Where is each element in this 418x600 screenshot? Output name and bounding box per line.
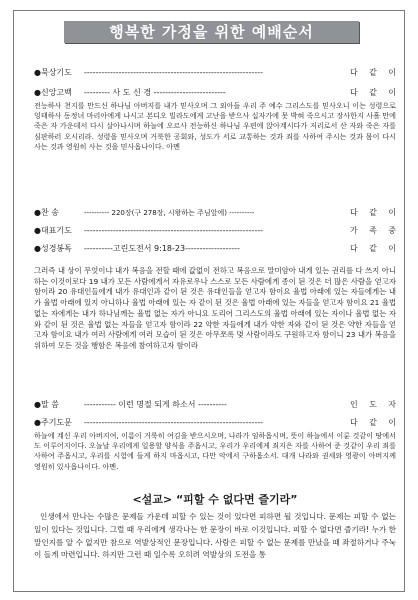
order-leader: -------------------------------------------------------------- [84,226,263,235]
participant-char: 자 [388,400,396,409]
order-label: ●신앙고백 [34,88,72,97]
participant-char: 같 [369,244,377,253]
participant-char: 같 [369,88,377,97]
bulletin-frame [13,10,405,592]
order-participant [350,225,396,237]
participant-char: 다 [350,418,358,427]
order-leader: --------- 사 도 신 경 ------------------------- [84,88,226,97]
participant-char: 이 [388,88,396,97]
order-participant [350,87,396,99]
order-leader: -------------------------------------------------------------- [84,418,263,427]
order-label: ●대표기도 [34,226,72,235]
creed-text: 전능하사 천지를 만드신 하나님 아버지를 내가 믿사오며 그 외아들 우리 주 예수 그리스도를 믿사오니 이는 성령으로 잉태하사 동정녀 마리아에게 나시고 본디오 빌라도에게 고난을 받으사 십자가에 못 박혀 죽으시고 장사한지 사흘 만에 죽은 자 가운데서 다시 살아나시며 하늘에 오르사 전능하신 하나님 우편에 앉아계시다가 저리로서 산 자와 죽은 자를 심판하러 오시리라. 성령을 믿사오며 거룩한 공회와, 성도가 서로 교통하는 것과 죄를 사하여 주시는 것과 몸이 다시 사는 것과 영원히 사는 것을 믿사옵나이다. 아멘 [34,101,396,151]
order-label: ●주기도문 [34,418,72,427]
order-participant [350,399,396,411]
participant-char: 다 [350,88,358,97]
participant-char: 도 [369,400,377,409]
order-participant [350,67,396,79]
sermon-title: <설교> “피할 수 없다면 즐기라” [132,493,298,506]
scripture-text: 그러즉 내 상이 무엇이냐 내가 복음을 전할 때에 값없이 전하고 복음으로 말미암아 내게 있는 권리를 다 쓰지 아니하는 이것이로다 19 내가 모든 사람에게서 자유로우나 스스로 모든 사람에게 종이 된 것은 더 많은 사람을 얻고자 함이라 20 유대인들에게 내가 유대인과 같이 된 것은 유대인들을 얻고자 함이요 율법 아래에 있는 자들에게는 내가 율법 아래에 있지 아니하나 율법 아래에 있는 자 같이 된 것은 율법 아래에 있는 자들을 얻고자 함이요 21 율법 없는 자에게는 내가 하나님께는 율법 없는 자가 아니요 도리어 그리스도의 율법 아래에 있는 자이나 율법 없는 자와 같이 된 것은 율법 없는 자들을 얻고자 함이라 22 약한 자들에게 내가 약한 자와 같이 된 것은 약한 자들을 얻고자 함이요 내가 여러 사람에게 여러 모습이 된 것은 아무쪼록 몇 사람이라도 구원하고자 함이니 23 내가 복음을 위하여 모든 것을 행함은 복음에 참여하고자 함이라 [34,266,396,350]
order-word [34,399,396,411]
lords-prayer-text: 하늘에 계신 우리 아버지여, 이름이 거룩히 여김을 받으시오며, 나라가 임하옵시며, 뜻이 하늘에서 이룬 것같이 땅에서도 이루어지이다. 오늘날 우리에게 일용할 양식을 주옵시고, 우리가 우리에게 죄지은 자를 사하여 준 것같이 우리 죄를 사하여 주옵시고, 우리를 시험에 들게 하지 마옵시고, 다만 악에서 구하옵소서. 대개 나라와 권세와 영광이 아버지께 영원히 있사옵나이다. 아멘. [34,431,396,471]
participant-char: 같 [369,418,377,427]
participant-char: 인 [350,400,358,409]
participant-char: 족 [369,226,377,235]
order-leader: ---------- 220장(구 278장, 시왕하는 주님앞에) ---------- [84,209,255,217]
participant-char: 다 [350,68,358,77]
order-silent-prayer [34,67,396,79]
order-participant [350,207,396,219]
participant-char: 가 [350,226,358,235]
order-leader: ----------고린도전서 9:18-23------------------- [84,244,240,253]
participant-char: 다 [350,244,358,253]
page-title: 행복한 가정을 위한 예배순서 [64,21,359,43]
order-hymn [34,207,396,219]
order-creed [34,87,396,99]
participant-char: 이 [388,244,396,253]
order-label: ●묵상기도 [34,68,72,77]
participant-char: 다 [350,208,358,217]
order-participant [350,243,396,255]
order-reading [34,243,396,255]
sermon-body: 인생에서 만나는 수많은 문제들 가운데 피할 수 있는 것이 있다면 피하면 될 것입니다. 문제는 피할 수 없는 일이 있다는 것입니다. 그럴 때 우리에게 생각나는 한 문장이 바로 이것입니다. 피할 수 없다면 즐기라! 누가 한 말인지를 알 수 없지만 참으로 역발상적인 문장입니다. 사람은 피할 수 없는 문제를 만났을 때 좌절하거나 주눅이 들게 마련입니다. 하지만 그런 때 일수록 오히려 역발상의 도전을 통 [34,512,396,560]
participant-char: 이 [388,418,396,427]
order-leader: ----------- 이런 명절 되게 하소서 ---------- [84,400,227,409]
participant-char: 이 [388,208,396,217]
order-label: ●말 씀 [34,400,59,409]
participant-char: 같 [369,208,377,217]
order-lords-prayer [34,417,396,429]
order-label: ●성경봉독 [34,244,72,253]
participant-char: 이 [388,68,396,77]
participant-char: 같 [369,68,377,77]
order-leader: -------------------------------------------------------------- [84,68,263,77]
participant-char: 중 [388,226,396,235]
order-prayer [34,225,396,237]
order-label: ●찬 송 [34,208,59,217]
order-participant [350,417,396,429]
